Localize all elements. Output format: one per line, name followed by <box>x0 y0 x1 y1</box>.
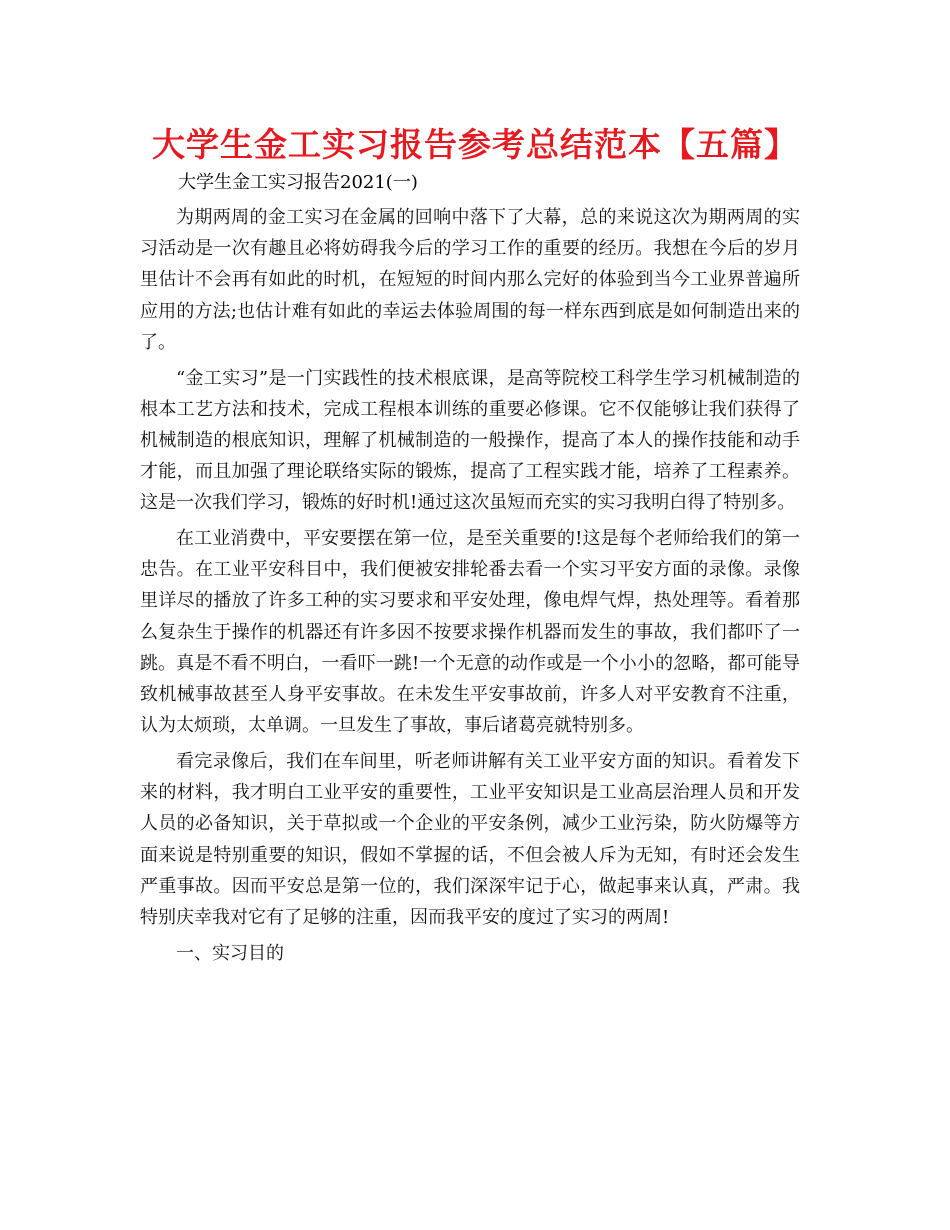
paragraph: “金工实习”是一门实践性的技术根底课，是高等院校工科学生学习机械制造的根本工艺方法和技术，完成工程根本训练的重要必修课。它不仅能够让我们获得了机械制造的根底知识，理解了机械制造的一般操作，提高了本人的操作技能和动手才能，而且加强了理论联络实际的锻炼，提高了工程实践才能，培养了工程素养。这是一次我们学习，锻炼的好时机!通过这次虽短而充实的实习我明白得了特别多。 <box>140 367 800 514</box>
document-title: 大学生金工实习报告参考总结范本【五篇】 <box>152 125 798 164</box>
paragraph: 为期两周的金工实习在金属的回响中落下了大幕，总的来说这次为期两周的实习活动是一次有趣且必将妨碍我今后的学习工作的重要的经历。我想在今后的岁月里估计不会再有如此的时机，在短短的时间内那么完好的体验到当今工业界普遍所应用的方法;也估计难有如此的幸运去体验周围的每一样东西到底是如何制造出来的了。 <box>140 207 800 353</box>
document-subtitle: 大学生金工实习报告2021(一) <box>178 172 418 193</box>
paragraph: 在工业消费中，平安要摆在第一位，是至关重要的!这是每个老师给我们的第一忠告。在工业平安科目中，我们便被安排轮番去看一个实习平安方面的录像。录像里详尽的播放了许多工种的实习要求和平安处理，像电焊气焊，热处理等。看着那么复杂生于操作的机器还有许多因不按要求操作机器而发生的事故，我们都吓了一跳。真是不看不明白，一看吓一跳!一个无意的动作或是一个小小的忽略，都可能导致机械事故甚至人身平安事故。在未发生平安事故前，许多人对平安教育不注重，认为太烦琐，太单调。一旦发生了事故，事后诸葛亮就特别多。 <box>140 528 800 737</box>
paragraph: 看完录像后，我们在车间里，听老师讲解有关工业平安方面的知识。看着发下来的材料，我才明白工业平安的重要性，工业平安知识是工业高层治理人员和开发人员的必备知识，关于草拟或一个企业的平安条例，减少工业污染，防火防爆等方面来说是特别重要的知识，假如不掌握的话，不但会被人斥为无知，有时还会发生严重事故。因而平安总是第一位的，我们深深牢记于心，做起事来认真，严肃。我特别庆幸我对它有了足够的注重，因而我平安的度过了实习的两周! <box>140 750 800 928</box>
section-heading: 一、实习目的 <box>176 942 284 964</box>
document-body <box>140 202 800 973</box>
